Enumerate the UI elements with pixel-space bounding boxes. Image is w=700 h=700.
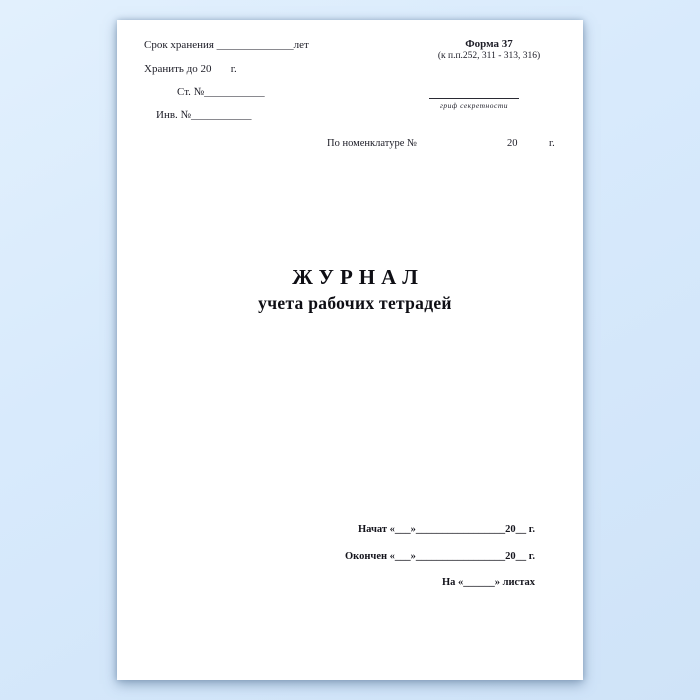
finished-line: Окончен «___»_________________20__ г.	[345, 551, 535, 562]
nomenclature-year-suffix: г.	[549, 138, 555, 149]
nomenclature-label: По номенклатуре №	[327, 138, 418, 149]
secrecy-stamp-caption: гриф секретности	[439, 101, 509, 110]
sheets-count-line: На «______» листах	[441, 577, 535, 588]
journal-title: ЖУРНАЛ	[292, 265, 424, 289]
form-reference: (к п.п.252, 311 - 313, 316)	[437, 51, 541, 61]
document-page	[117, 20, 583, 680]
storage-period-line: Срок хранения ______________лет	[144, 39, 309, 51]
started-line: Начат «___»_________________20__ г.	[357, 524, 535, 535]
journal-subtitle: учета рабочих тетрадей	[258, 293, 452, 313]
keep-until-line: Хранить до 20 г.	[144, 63, 237, 75]
secrecy-stamp-rule	[429, 98, 519, 99]
article-number-line: Ст. №___________	[177, 86, 265, 98]
nomenclature-year: 20	[507, 138, 518, 149]
inventory-number-line: Инв. №___________	[156, 109, 252, 121]
form-header	[399, 38, 579, 61]
title-block	[117, 265, 583, 314]
form-number: Форма 37	[465, 38, 513, 50]
